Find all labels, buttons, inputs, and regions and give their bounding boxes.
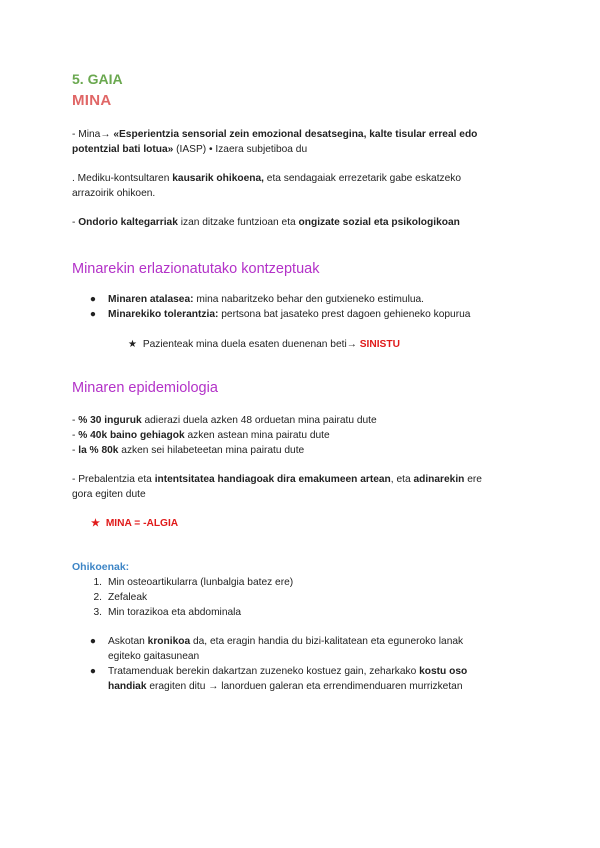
bullet-icon: ● xyxy=(89,294,97,305)
star-note-algia: ★ MINA = -ALGIA xyxy=(91,518,179,529)
prevalence-line-2: gora egiten dute xyxy=(72,489,146,500)
list-item-continuation: egiteko gaitasunean xyxy=(108,651,200,662)
page-title: MINA xyxy=(72,92,112,109)
prevalence-line-1: - Prebalentzia eta intentsitatea handiagoak dira emakumeen artean, eta adinarekin ere xyxy=(72,474,482,485)
chapter-label: 5. GAIA xyxy=(72,71,123,87)
consultation-line-1: . Mediku-kontsultaren kausarik ohikoena, eta sendagaiak errezetarik gabe eskatzeko xyxy=(72,173,462,184)
definition-line-1: - Mina→ «Esperientzia sensorial zein emozional desatsegina, kalte tisular erreal edo xyxy=(72,129,478,140)
document-page: 5. GAIA MINA - Mina→ «Esperientzia sensorial zein emozional desatsegina, kalte tisular erreal edo potentzial bati lotua» (IASP) • Izaera subjetiboa du . Mediku-kontsultaren kausarik ohikoena, eta sendagaiak errezetarik gabe eskatzeko arrazoirik ohikoen. - Ondorio kaltegarriak izan ditzake funtzioan eta ongizate sozial eta psikologikoan Minarekin erlazionatutako kontzeptuak ● Minaren atalasea: mina nabaritzeko behar den gutxieneko estimulua. ● Minarekiko tolerantzia: pertsona bat jasateko prest dagoen gehieneko kopurua ★ Pazienteak mina duela esaten duenenan beti→ SINISTU Minaren epidemiologia - % 30 inguruk adierazi duela azken 48 orduetan mina pairatu dute - % 40k baino gehiagok azken astean mina pairatu dute - la % 80k azken sei hilabeteetan mina pairatu dute - Prebalentzia eta intentsitatea handiagoak dira emakumeen artean, eta adinarekin ere gora egiten dute ★ MINA = -ALGIA Ohikoenak: 1. Min osteoartikularra (lunbalgia batez ere) 2. Zefaleak 3. Min torazikoa eta abdominala ● Askotan kronikoa da, eta eragin handia du bizi-kalitatean eta eguneroko lanak egiteko gaitasunean ● Tratamenduak berekin dakartzan zuzeneko kostuez gain, zeharkako kostu oso handiak eragiten ditu → lanorduen galeran eta errendimenduaren murrizketan xyxy=(72,71,482,692)
star-icon: ★ xyxy=(91,518,101,529)
bullet-icon: ● xyxy=(89,309,97,320)
section-heading-common: Ohikoenak: xyxy=(72,561,130,573)
arrow-icon: → xyxy=(100,129,111,140)
list-item-continuation: handiak eragiten ditu → lanorduen galeran eta errendimenduaren murrizketan xyxy=(108,681,463,692)
arrow-icon: → xyxy=(346,339,357,350)
consultation-line-2: arrazoirik ohikoen. xyxy=(72,188,156,199)
star-icon: ★ xyxy=(128,339,138,350)
definition-line-2: potentzial bati lotua» (IASP) • Izaera subjetiboa du xyxy=(72,144,308,155)
bullet-icon: ● xyxy=(89,666,97,677)
arrow-icon: → xyxy=(208,681,219,692)
star-note-believe: ★ Pazienteak mina duela esaten duenenan beti→ SINISTU xyxy=(128,339,400,350)
stat-line: - % 40k baino gehiagok azken astean mina pairatu dute xyxy=(72,430,330,441)
section-heading-concepts: Minarekin erlazionatutako kontzeptuak xyxy=(72,261,320,277)
stat-line: - la % 80k azken sei hilabeteetan mina pairatu dute xyxy=(72,445,305,456)
stat-line: - % 30 inguruk adierazi duela azken 48 orduetan mina pairatu dute xyxy=(72,415,377,426)
consequences-line: - Ondorio kaltegarriak izan ditzake funtzioan eta ongizate sozial eta psikologikoan xyxy=(72,217,460,228)
bullet-icon: ● xyxy=(89,636,97,647)
section-heading-epidemiology: Minaren epidemiologia xyxy=(72,380,218,396)
